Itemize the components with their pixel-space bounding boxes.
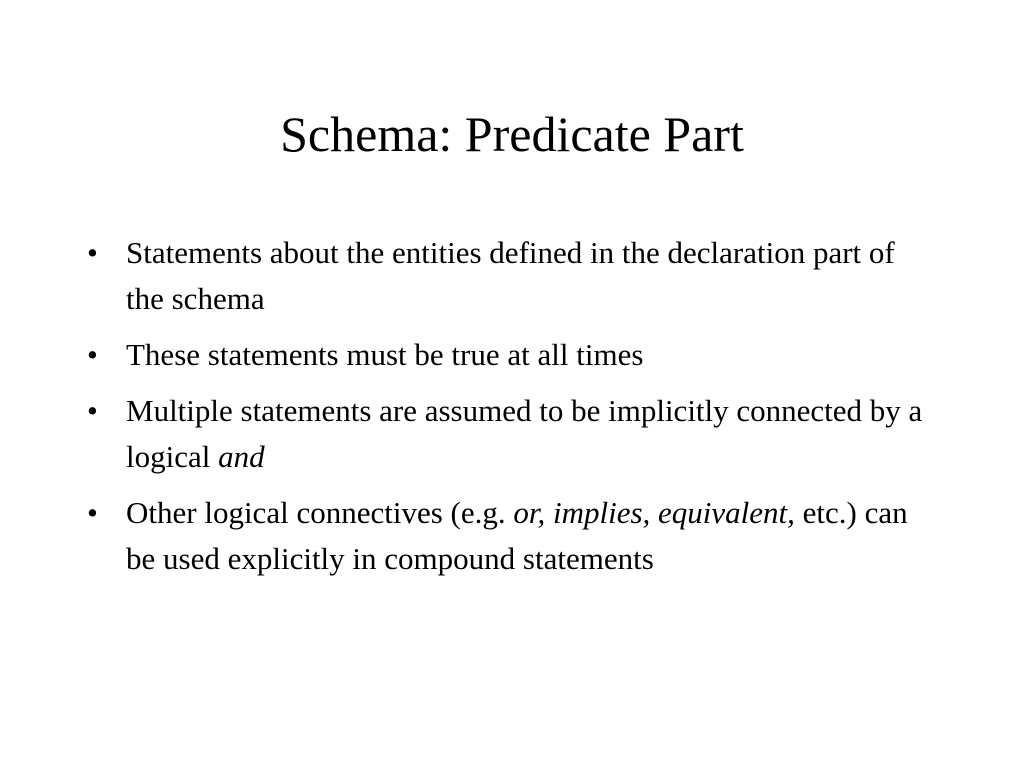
slide-title: Schema: Predicate Part (280, 106, 744, 162)
bullet-text: Multiple statements are assumed to be implicitly connected by a logical (126, 393, 923, 474)
bullet-emphasis: or, implies, equivalent, (513, 495, 795, 530)
bullet-text: These statements must be true at all times (126, 337, 644, 372)
bullet-text: Statements about the entities defined in the declaration part of the schema (126, 235, 895, 316)
bullet-emphasis: and (218, 439, 265, 474)
bullet-icon: • (87, 495, 98, 530)
bullet-icon: • (87, 337, 98, 372)
bullet-icon: • (87, 393, 98, 428)
bullet-text-after: etc.) can be used explicitly in compound statements (126, 495, 908, 576)
bullet-list (0, 230, 1024, 592)
bullet-icon: • (87, 235, 98, 270)
bullet-item-2 (0, 332, 1024, 378)
bullet-text: Other logical connectives (e.g. (126, 495, 514, 530)
bullet-item-4 (0, 490, 1024, 582)
bullet-item-1 (0, 230, 1024, 322)
bullet-item-3 (0, 388, 1024, 480)
